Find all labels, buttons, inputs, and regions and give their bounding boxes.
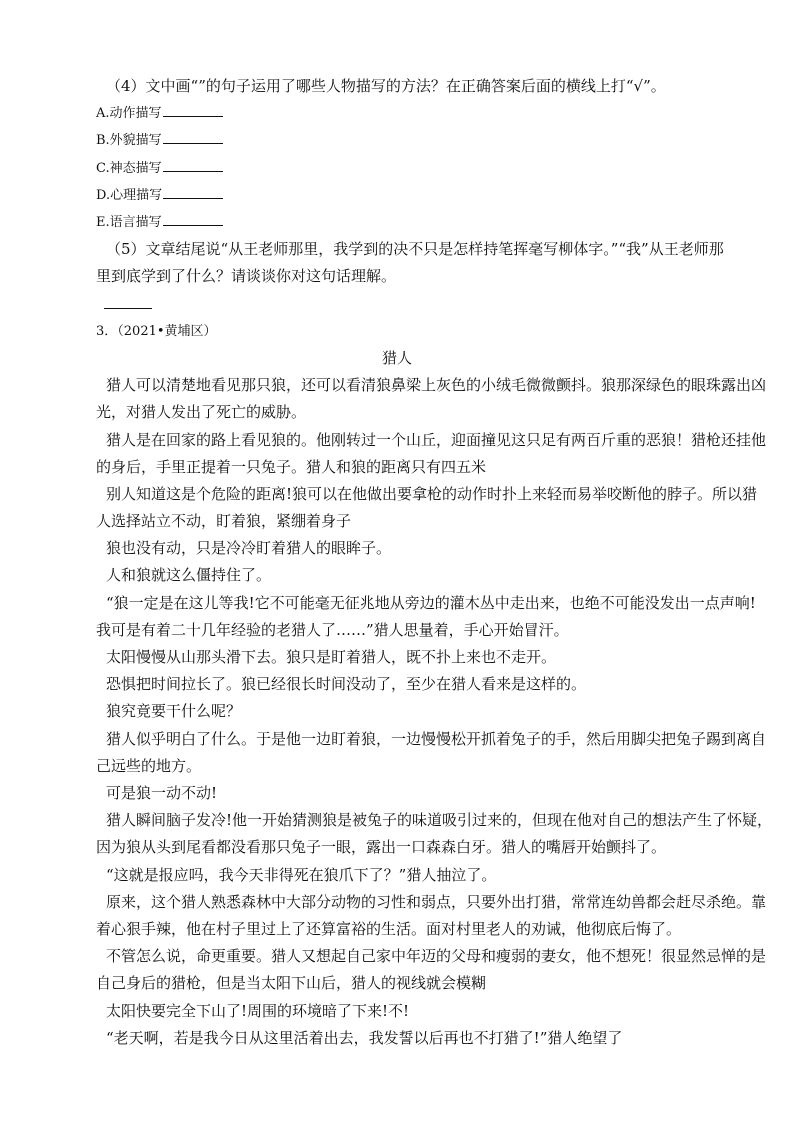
story-line-16: 可是狼一动不动!: [106, 784, 218, 802]
story-line-19: “这就是报应吗，我今天非得死在狼爪下了？”猎人抽泣了。: [106, 866, 497, 884]
question-5-line-1: （5）文章结尾说“从王老师那里，我学到的决不只是怎样持笔挥毫写柳体字。”“我”从王老师那: [106, 240, 724, 258]
story-line-4: 的身后，手里正提着一只兔子。猎人和狼的距离只有四五米: [96, 458, 487, 476]
story-line-13: 狼究竟要干什么呢？: [106, 702, 242, 720]
option-d-label: D.心理描写: [96, 188, 163, 203]
story-line-11: 太阳慢慢从山那头滑下去。狼只是盯着猎人，既不扑上来也不走开。: [106, 648, 557, 666]
option-b: [96, 129, 716, 152]
option-a-label: A.动作描写: [96, 106, 162, 121]
option-d-answer-blank[interactable]: [163, 184, 223, 199]
story-line-21: 着心狠手辣，他在村子里过上了还算富裕的生活。面对村里老人的劝诫，他彻底后悔了。: [96, 920, 682, 938]
story-line-8: 人和狼就这么僵持住了。: [106, 566, 272, 584]
option-b-label: B.外貌描写: [96, 133, 162, 148]
option-d: [96, 184, 716, 207]
option-c-answer-blank[interactable]: [163, 157, 223, 172]
story-line-1: 猎人可以清楚地看见那只狼，还可以看清狼鼻梁上灰色的小绒毛微微颤抖。狼那深绿色的眼珠露出凶: [106, 376, 767, 394]
option-e-label: E.语言描写: [96, 215, 162, 230]
story-line-17: 猎人瞬间脑子发冷!他一开始猜测狼是被兔子的味道吸引过来的，但现在他对自己的想法产生了怀疑，: [106, 811, 773, 829]
story-line-6: 人选择站立不动，盯着狼，紧绷着身子: [96, 512, 352, 530]
option-c-label: C.神态描写: [96, 161, 162, 176]
story-line-15: 己远些的地方。: [96, 757, 202, 775]
story-line-18: 因为狼从头到尾看都没看那只兔子一眼，露出一口森森白牙。猎人的嘴唇开始颤抖了。: [96, 838, 667, 856]
story-line-25: “老天啊，若是我今日从这里活着出去，我发誓以后再也不打猎了!”猎人绝望了: [106, 1029, 623, 1047]
story-line-5: 别人知道这是个危险的距离!狼可以在他做出要拿枪的动作时扑上来轻而易举咬断他的脖子。所以猎: [106, 485, 758, 503]
story-line-9: “狼一定是在这儿等我!它不可能毫无征兆地从旁边的灌木丛中走出来，也绝不可能没发出一点声响!: [106, 594, 756, 612]
story-line-2: 光，对猎人发出了死亡的威胁。: [96, 403, 307, 421]
story-title: 猎人: [381, 349, 412, 367]
section-3-heading: 3．（2021•黄埔区）: [96, 324, 217, 339]
option-a: [96, 102, 716, 125]
story-line-7: 狼也没有动，只是冷冷盯着猎人的眼眸子。: [106, 539, 392, 557]
story-line-14: 猎人似乎明白了什么。于是他一边盯着狼，一边慢慢松开抓着兔子的手，然后用脚尖把兔子踢到离自: [106, 730, 767, 748]
option-b-answer-blank[interactable]: [163, 129, 223, 144]
story-line-3: 猎人是在回家的路上看见狼的。他刚转过一个山丘，迎面撞见这只足有两百斤重的恶狼！猎枪还挂他: [106, 431, 767, 449]
option-e-answer-blank[interactable]: [163, 211, 223, 226]
story-line-22: 不管怎么说，命更重要。猎人又想起自己家中年迈的父母和瘦弱的妻女，他不想死！很显然忌惮的是: [106, 947, 767, 965]
question-5-line-2: 里到底学到了什么？请谈谈你对这句话理解。: [96, 267, 397, 285]
story-line-24: 太阳快要完全下山了!周围的环境暗了下来!不!: [106, 1002, 410, 1020]
question-4-prompt: （4）文中画“”的句子运用了哪些人物描写的方法？在正确答案后面的横线上打“√”。: [106, 77, 666, 95]
story-line-12: 恐惧把时间拉长了。狼已经很长时间没动了，至少在猎人看来是这样的。: [106, 675, 587, 693]
option-e: [96, 211, 716, 234]
story-line-10: 我可是有着二十几年经验的老猎人了……”猎人思量着，手心开始冒汗。: [96, 621, 569, 639]
question-5-answer-line[interactable]: [104, 308, 152, 309]
story-line-20: 原来，这个猎人熟悉森林中大部分动物的习性和弱点，只要外出打猎，常常连幼兽都会赶尽杀绝。靠: [106, 893, 767, 911]
story-line-23: 自己身后的猎枪，但是当太阳下山后，猎人的视线就会模糊: [96, 974, 487, 992]
option-c: [96, 157, 716, 180]
option-a-answer-blank[interactable]: [163, 102, 223, 117]
